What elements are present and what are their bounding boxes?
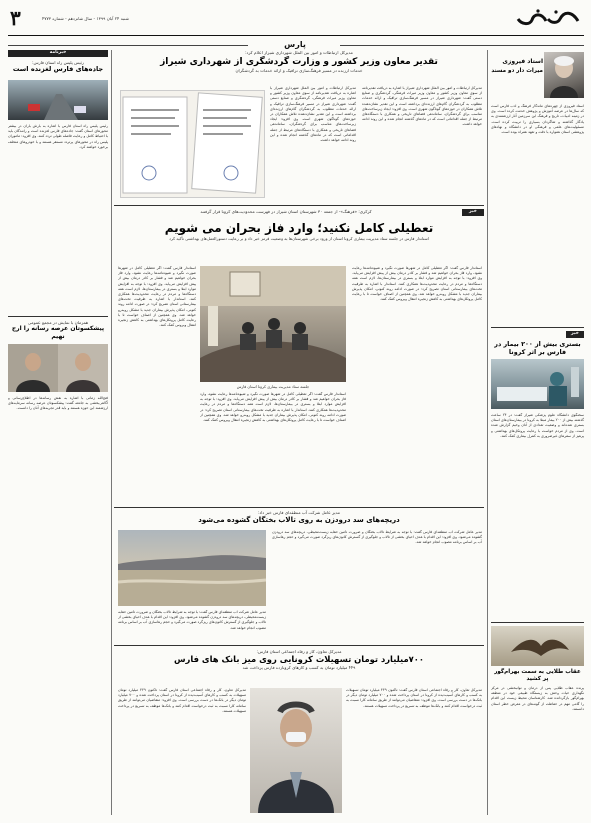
rainy-road-photo bbox=[8, 80, 108, 120]
loans-headline: ۷۰۰میلیارد تومان تسهیلات کرونایی روی میز بانک های فارس bbox=[174, 654, 424, 664]
crisis-headline: تعطیلی کامل نکنید؛ وارد فاز بحران می شویم bbox=[164, 221, 434, 235]
eagle-headline: عقاب طلایی به سمت بهرام‌گور پر کشید bbox=[494, 669, 581, 683]
dam-body: مدیر عامل شرکت آب منطقه‌ای فارس گفت: با توجه به شرایط تالاب بختگان و ضرورت تأمین حقابه زیست‌محیطی، دریچه‌های سد درودزن گشوده می‌شود. وی افزود: این اقدام با هدف احیای بخشی از تالاب و جلوگیری از گسترش کانون‌های ریزگرد صورت می‌گیرد و حجم رهاسازی آب بر اساس برنامه مصوب انجام خواهد شد. bbox=[272, 530, 482, 545]
covid-headline: بستری بیش از ۲۰۰ بیمار در فارس بر اثر کرونا bbox=[494, 340, 581, 356]
certificate-images bbox=[120, 90, 265, 198]
divider bbox=[8, 316, 108, 317]
column-divider bbox=[111, 50, 112, 815]
profile-title: میراث دار دو مسند bbox=[491, 68, 543, 74]
tourism-subhead: خدمات ارزنده در مسیر فرهنگ‌سازی ترافیک و ارائه خدمات به گردشگران bbox=[235, 68, 363, 73]
profile-photo bbox=[544, 52, 584, 98]
crisis-label: خبر bbox=[462, 209, 484, 216]
divider bbox=[114, 507, 484, 508]
road-body: رئیس پلیس راه استان فارس با اشاره به بارش باران در بیشتر محورهای استان گفت: جاده‌های فارس لغزنده است و رانندگان باید با احتیاط کامل و رعایت فاصله طولی تردد کنند. وی افزود: ماموران پلیس راه در محورهای پرتردد مستقر هستند و با خودروهای متخلف برخورد خواهند کرد. bbox=[8, 124, 108, 149]
dam-body-2: مدیر عامل شرکت آب منطقه‌ای فارس گفت: با توجه به شرایط تالاب بختگان و ضرورت تأمین حقابه زیست‌محیطی، دریچه‌های سد درودزن گشوده می‌شود. وی افزود: این اقدام با هدف احیای بخشی از تالاب و جلوگیری از گسترش کانون‌های ریزگرد صورت می‌گیرد و حجم رهاسازی آب بر اساس برنامه مصوب انجام خواهد شد. bbox=[118, 610, 266, 630]
official-photo bbox=[250, 688, 342, 813]
divider bbox=[114, 645, 484, 646]
hospital-photo bbox=[491, 359, 584, 409]
page-number: ۳ bbox=[10, 6, 21, 30]
loans-body-2: مدیرکل تعاون، کار و رفاه اجتماعی استان فارس گفت: تاکنون ۴۴۹ میلیارد تومان تسهیلات به کسب و کارهای آسیب‌دیده از کرونا در استان پرداخت شده و ۷۰۰ میلیارد تومان دیگر در بانک‌ها در دست بررسی است. وی افزود: متقاضیان می‌توانند از طریق سامانه کارا نسبت به ثبت درخواست اقدام کنند و بانک‌ها موظف به تسریع در پرداخت تسهیلات هستند. bbox=[118, 688, 246, 713]
crisis-subhead: استاندار فارس در جلسه ستاد مدیریت بیماری کرونا استان از ورود برخی شهرستان‌ها به وضعیت قرمز خبر داد و بر رعایت دستورالعمل‌های بهداشتی تأکید کرد bbox=[169, 236, 429, 241]
section-rule-right bbox=[340, 45, 584, 46]
profile-body: استاد فیروزی از چهره‌های ماندگار فرهنگ و ادب فارس است که سال‌ها در عرصه آموزش و پژوهش خدمت کرده است. وی در زمینه ادبیات، تاریخ و فرهنگ این سرزمین آثار ارزشمندی به یادگار گذاشته و شاگردان بسیاری را تربیت کرده است. مسئولیت‌های علمی و فرهنگی او در دانشگاه و نهادهای پژوهشی استان همواره با دقت و تعهد همراه بوده است. bbox=[491, 104, 584, 135]
newspaper-logo bbox=[512, 7, 582, 29]
dam-story bbox=[114, 510, 484, 525]
road-headline: جاده‌های فارس لغزنده است bbox=[12, 65, 104, 73]
column-divider bbox=[487, 50, 488, 815]
dam-kicker: مدیر عامل شرکت آب منطقه‌ای فارس خبر داد: bbox=[257, 510, 341, 515]
crisis-body-col3: استاندار فارس گفت: اگر تعطیلی کامل در شهرها صورت نگیرد و شیوه‌نامه‌ها رعایت نشود، وارد فاز بحران خواهیم شد و فشار بر کادر درمان بیش از پیش افزایش می‌یابد. وی افزود: با توجه به افزایش موارد ابتلا و بستری در بیمارستان‌ها، لازم است همه دستگاه‌ها و مردم در رعایت محدودیت‌ها همکاری کنند. استاندار با اشاره به ظرفیت تخت‌های بیمارستانی استان تصریح کرد: در صورت ادامه روند کنونی، امکان پذیرش بیماران جدید با مشکل روبه‌رو خواهد شد. وی همچنین از اصناف خواست تا با رعایت کامل پروتکل‌های بهداشتی به کاهش زنجیره انتقال ویروس کمک کنند. bbox=[118, 266, 196, 328]
section-rule-left bbox=[8, 45, 248, 46]
media-body: فتح‌الله زمانی با اشاره به نقش رسانه‌ها در اطلاع‌رسانی و آگاهی‌بخشی به جامعه گفت: پیشکسوتان عرصه رسانه سرمایه‌های ارزشمند این حوزه هستند و باید قدر تجربه‌های آنان را دانست. bbox=[8, 396, 108, 411]
loans-subhead: ۴۴۹ میلیارد تومان به کسب و کارهای کرونازده فارس پرداخت شد bbox=[242, 665, 356, 670]
loans-kicker: مدیرکل تعاون، کار و رفاه اجتماعی استان فارس: bbox=[256, 649, 342, 654]
tourism-body: مدیرکل ارتباطات و امور بین الملل شهرداری شیراز با اشاره به دریافت تقدیرنامه از سوی معاون وزیر کشور و معاون وزیر میراث فرهنگی، گردشگری و صنایع دستی گفت: شهرداری شیراز در مسیر فرهنگ‌سازی ترافیک و ارائه خدمات مطلوب به گردشگران گام‌های ارزنده‌ای برداشته است و این تقدیر نشان‌دهنده تلاش همکاران در حوزه‌های گوناگون شهری است. وی افزود: ایجاد زیرساخت‌های مناسب برای گردشگران، ساماندهی فضاهای تاریخی و همکاری با دستگاه‌های مرتبط از جمله اقداماتی است که در ماه‌های گذشته انجام شده و این روند ادامه خواهد داشت. bbox=[362, 86, 482, 127]
covid-body: سخنگوی دانشگاه علوم پزشکی شیراز گفت: در ۲۴ ساعت گذشته بیش از ۲۰۰ بیمار مبتلا به کرونا در بیمارستان‌های استان بستری شده‌اند و وضعیت تعدادی از آنان وخیم گزارش شده است. وی از مردم خواست با رعایت پروتکل‌های بهداشتی و پرهیز از سفرهای غیرضروری به کنترل بیماری کمک کنند. bbox=[491, 413, 584, 438]
tourism-body-2: مدیرکل ارتباطات و امور بین الملل شهرداری شیراز با اشاره به دریافت تقدیرنامه از سوی معاون وزیر کشور و معاون وزیر میراث فرهنگی، گردشگری و صنایع دستی گفت: شهرداری شیراز در مسیر فرهنگ‌سازی ترافیک و ارائه خدمات مطلوب به گردشگران گام‌های ارزنده‌ای برداشته است و این تقدیر نشان‌دهنده تلاش همکاران در حوزه‌های گوناگون شهری است. وی افزود: ایجاد زیرساخت‌های مناسب برای گردشگران، ساماندهی فضاهای تاریخی و همکاری با دستگاه‌های مرتبط از جمله اقداماتی است که در ماه‌های گذشته انجام شده و این روند ادامه خواهد داشت. bbox=[270, 86, 356, 143]
left-column bbox=[8, 50, 108, 74]
media-box bbox=[8, 320, 108, 341]
divider bbox=[491, 622, 584, 623]
tourism-kicker: مدیرکل ارتباطات و امور بین الملل شهرداری شیراز اعلام کرد: bbox=[245, 50, 353, 55]
eagle-body: پرنده عقاب طلایی پس از درمان و توانبخشی در مرکز نگهداری حیات وحش به زیستگاه طبیعی خود در منطقه بهرام‌گور بازگردانده شد. کارشناسان محیط زیست این اقدام را گامی مهم در حفاظت از گونه‌های در معرض خطر استان دانستند. bbox=[491, 686, 584, 711]
covid-label: خبر bbox=[566, 331, 584, 338]
veterans-photo bbox=[8, 344, 108, 392]
loans-story bbox=[114, 649, 484, 670]
profile-name: استاد فیروزی bbox=[502, 58, 543, 65]
meeting-photo-caption: جلسه ستاد مدیریت بیماری کرونا استان فارس bbox=[236, 384, 310, 389]
road-kicker: رئیس پلیس راه استان فارس: bbox=[32, 60, 84, 65]
lake-photo bbox=[118, 530, 266, 606]
crisis-body-col1: استاندار فارس گفت: اگر تعطیلی کامل در شهرها صورت نگیرد و شیوه‌نامه‌ها رعایت نشود، وارد فاز بحران خواهیم شد و فشار بر کادر درمان بیش از پیش افزایش می‌یابد. وی افزود: با توجه به افزایش موارد ابتلا و بستری در بیمارستان‌ها، لازم است همه دستگاه‌ها و مردم در رعایت محدودیت‌ها همکاری کنند. استاندار با اشاره به ظرفیت تخت‌های بیمارستانی استان تصریح کرد: در صورت ادامه روند کنونی، امکان پذیرش بیماران جدید با مشکل روبه‌رو خواهد شد. وی همچنین از اصناف خواست تا با رعایت کامل پروتکل‌های بهداشتی به کاهش زنجیره انتقال ویروس کمک کنند. bbox=[352, 266, 482, 302]
crisis-kicker: کرکری: «فرهنگ»- از جمعه ۳۰ شهرستان استان شیراز در فهرست محدودیت‌های کرونا قرار گرفتند bbox=[200, 209, 372, 214]
divider bbox=[114, 205, 484, 206]
media-headline: پیشکسوتان عرصه رسانه را ارج نهیم bbox=[11, 325, 105, 340]
divider bbox=[491, 327, 584, 328]
loans-body: مدیرکل تعاون، کار و رفاه اجتماعی استان فارس گفت: تاکنون ۴۴۹ میلیارد تومان تسهیلات به کسب و کارهای آسیب‌دیده از کرونا در استان پرداخت شده و ۷۰۰ میلیارد تومان دیگر در بانک‌ها در دست بررسی است. وی افزود: متقاضیان می‌توانند از طریق سامانه کارا نسبت به ثبت درخواست اقدام کنند و بانک‌ها موظف به تسریع در پرداخت تسهیلات هستند. bbox=[346, 688, 482, 708]
section-title: پارس bbox=[284, 40, 306, 49]
masthead bbox=[8, 6, 584, 36]
tourism-story bbox=[114, 50, 484, 73]
media-kicker: همزمان با نمایش در مجمع عمومی bbox=[27, 320, 89, 325]
crisis-story bbox=[114, 209, 484, 241]
dam-headline: دریچه‌های سد درودزن به روی تالاب بختگان گشوده می‌شود bbox=[198, 516, 400, 524]
tourism-headline: تقدیر معاون وزیر کشور و وزارت گردشگری از شهرداری شیراز bbox=[160, 57, 438, 67]
news-label: خبرنامه bbox=[8, 50, 108, 57]
crisis-body-col2: استاندار فارس گفت: اگر تعطیلی کامل در شهرها صورت نگیرد و شیوه‌نامه‌ها رعایت نشود، وارد فاز بحران خواهیم شد و فشار بر کادر درمان بیش از پیش افزایش می‌یابد. وی افزود: با توجه به افزایش موارد ابتلا و بستری در بیمارستان‌ها، لازم است همه دستگاه‌ها و مردم در رعایت محدودیت‌ها همکاری کنند. استاندار با اشاره به ظرفیت تخت‌های بیمارستانی استان تصریح کرد: در صورت ادامه روند کنونی، امکان پذیرش بیماران جدید با مشکل روبه‌رو خواهد شد. وی همچنین از اصناف خواست تا با رعایت کامل پروتکل‌های بهداشتی به کاهش زنجیره انتقال ویروس کمک کنند. bbox=[200, 392, 346, 423]
eagle-photo bbox=[491, 626, 584, 666]
meeting-photo bbox=[200, 266, 346, 382]
issue-line: شنبه ۲۴ آبان ۱۳۹۹ - سال شانزدهم - شماره ۴۷۷۳ bbox=[42, 16, 129, 21]
